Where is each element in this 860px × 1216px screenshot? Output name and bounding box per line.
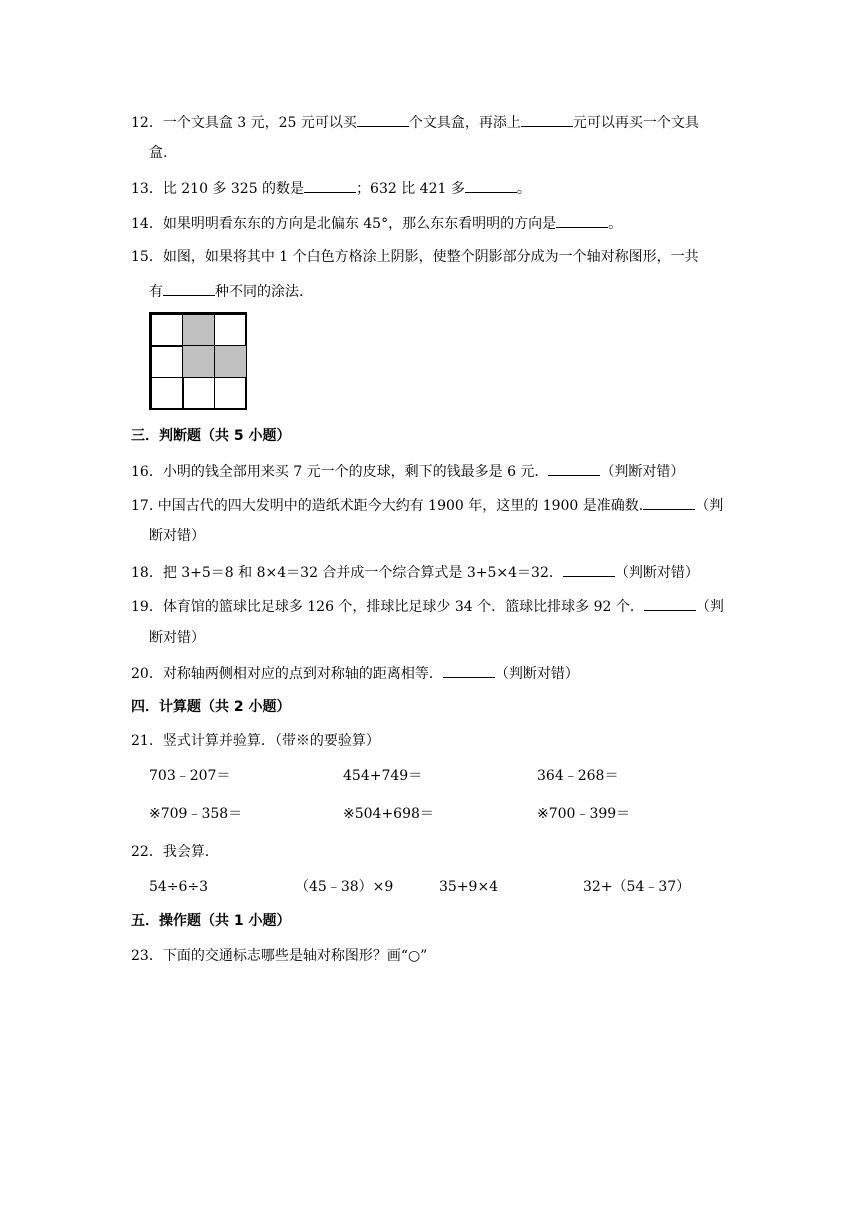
symmetry-grid-figure [149,312,247,410]
q17-text-c: 断对错） [149,528,205,544]
q18-text-b: （判断对错） [614,565,699,581]
q20-text-b: （判断对错） [494,666,579,682]
q12-text-d: 盒. [149,145,168,161]
q19-text-c: 断对错） [149,630,205,646]
q12-blank-2[interactable] [521,112,573,127]
q20-text-a: 20．对称轴两侧相对应的点到对称轴的距离相等． [131,666,443,682]
q19-text-a: 19．体育馆的篮球比足球多 126 个，排球比足球少 34 个．篮球比排球多 92 个． [131,599,644,615]
q12-blank-1[interactable] [357,112,409,127]
q13-text-c: 。 [516,181,531,197]
q22-calc-3: 35+9×4 [439,879,499,895]
grid-cell-r2c3-shaded [214,345,247,378]
question-23-title: 23．下面的交通标志哪些是轴对称图形？画“○” [131,948,428,964]
question-18 [131,562,699,583]
question-13 [131,178,531,199]
q14-text-a: 14．如果明明看东东的方向是北偏东 45°，那么东东看明明的方向是 [131,216,557,232]
question-17-line2 [149,526,205,546]
section-5-heading: 五．操作题（共 1 小题） [131,913,291,929]
grid-cell-r1c3[interactable] [214,314,247,347]
q13-text-b: ；632 比 421 多 [356,181,465,197]
question-12-line2 [149,143,167,163]
q18-blank-1[interactable] [563,562,615,577]
q22-calc-4: 32+（54﹣37） [583,879,691,895]
q15-text-b: 有 [149,284,163,300]
question-19-line1 [131,596,724,617]
q12-text-a: 12．一个文具盒 3 元，25 元可以买 [131,115,357,131]
question-14 [131,213,622,234]
q21-calc-3: 364﹣268＝ [537,768,619,784]
section-4-heading: 四．计算题（共 2 小题） [131,699,291,715]
q15-blank-1[interactable] [163,281,215,296]
q22-calc-1: 54÷6÷3 [149,879,209,895]
q21-calc-1: 703﹣207＝ [149,768,231,784]
question-20 [131,663,579,684]
q12-text-c: 元可以再买一个文具 [572,115,699,131]
question-17-line1 [131,495,723,516]
q19-blank-1[interactable] [644,596,696,611]
q21-calc-2: 454+749＝ [343,768,423,784]
question-15-line1 [131,247,699,267]
question-21-title: 21．竖式计算并验算．（带※的要验算） [131,733,380,749]
section-3-heading: 三．判断题（共 5 小题） [131,428,291,444]
grid-cell-r2c2-shaded [182,345,215,378]
q18-text-a: 18．把 3+5＝8 和 8×4＝32 合并成一个综合算式是 3+5×4＝32． [131,565,563,581]
question-12-line1 [131,112,699,133]
q21-calc-4: ※709﹣358＝ [149,806,243,822]
question-19-line2 [149,628,205,648]
question-15-line2 [149,281,303,302]
q15-text-a: 15．如图，如果将其中 1 个白色方格涂上阴影，使整个阴影部分成为一个轴对称图形，一共 [131,249,699,265]
q17-text-b: （判 [695,498,724,514]
grid-cell-r1c1[interactable] [151,314,184,347]
q16-text-a: 16．小明的钱全部用来买 7 元一个的皮球，剩下的钱最多是 6 元． [131,464,549,480]
grid-cell-r3c3[interactable] [214,377,247,410]
q16-blank-1[interactable] [548,461,600,476]
q13-blank-1[interactable] [304,178,356,193]
q21-calc-6: ※700﹣399＝ [537,806,631,822]
q14-blank-1[interactable] [556,213,608,228]
q17-text-a: 17. 中国古代的四大发明中的造纸术距今大约有 1900 年，这里的 1900 是准确数. [131,498,644,514]
grid-cell-r2c1[interactable] [151,345,184,378]
q20-blank-1[interactable] [443,663,495,678]
grid-cell-r3c1[interactable] [151,377,184,410]
question-16 [131,461,684,482]
grid-cell-r1c2-shaded [182,314,215,347]
q21-calc-5: ※504+698＝ [343,806,434,822]
q15-text-c: 种不同的涂法. [215,284,304,300]
q22-calc-2: （45﹣38）×9 [295,879,394,895]
q12-text-b: 个文具盒，再添上 [408,115,521,131]
q14-text-b: 。 [608,216,623,232]
question-22-title: 22．我会算． [131,844,219,860]
grid-cell-r3c2[interactable] [182,377,215,410]
q13-text-a: 13．比 210 多 325 的数是 [131,181,305,197]
q13-blank-2[interactable] [465,178,517,193]
q16-text-b: （判断对错） [600,464,685,480]
q17-blank-1[interactable] [643,495,695,510]
q19-text-b: （判 [695,599,724,615]
